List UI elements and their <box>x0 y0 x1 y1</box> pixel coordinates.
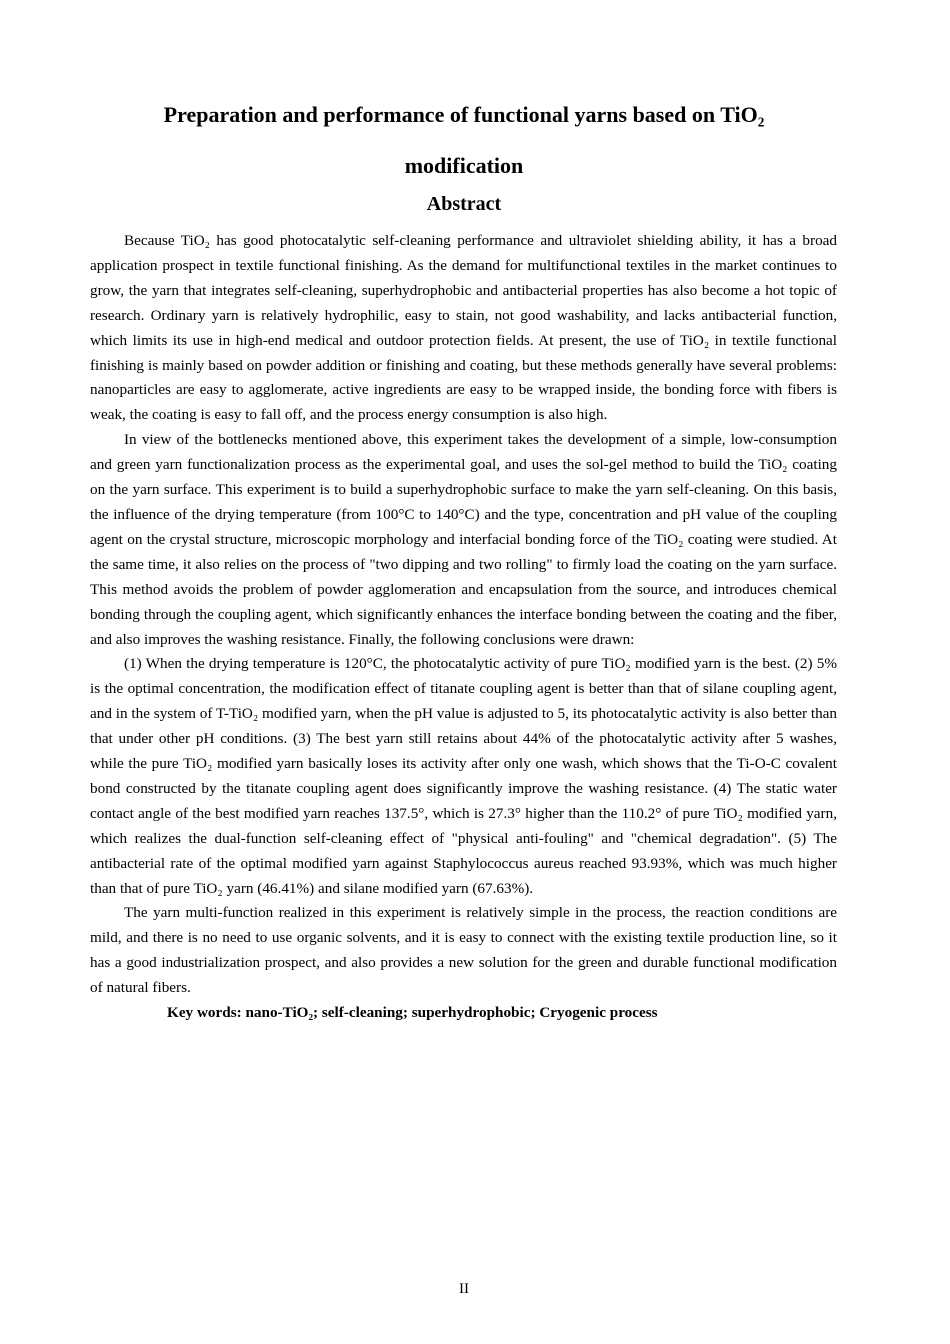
abstract-paragraph-3: (1) When the drying temperature is 120°C, the photocatalytic activity of pure TiO₂ modified yarn is the best. (2) 5% is the optimal concentration, the modification effect of titanate coupling agent is better than that of silane coupling agent, and in the system of T-TiO₂ modified yarn, when the pH value is adjusted to 5, its photocatalytic activity is also better than that under other pH conditions. (3) The best yarn still retains about 44% of the photocatalytic activity after 5 washes, while the pure TiO₂ modified yarn basically loses its activity after only one wash, which shows that the Ti-O-C covalent bond constructed by the titanate coupling agent does significantly improve the washing resistance. (4) The static water contact angle of the best modified yarn reaches 137.5°, which is 27.3° higher than the 110.2° of pure TiO₂ modified yarn, which realizes the dual-function self-cleaning effect of "physical anti-fouling" and "chemical degradation". (5) The antibacterial rate of the optimal modified yarn against Staphylococcus aureus reached 93.93%, which was much higher than that of pure TiO₂ yarn (46.41%) and silane modified yarn (67.63%). <box>90 655 837 897</box>
abstract-paragraph-1: Because TiO₂ has good photocatalytic self-cleaning performance and ultraviolet shielding ability, it has a broad application prospect in textile functional finishing. As the demand for multifunctional textiles in the market continues to grow, the yarn that integrates self-cleaning, superhydrophobic and antibacterial properties has also become a hot topic of research. Ordinary yarn is relatively hydrophilic, easy to stain, not good washability, and lacks antibacterial function, which limits its use in high-end medical and outdoor protection fields. At present, the use of TiO₂ in textile functional finishing is mainly based on powder addition or finishing and coating, but these methods generally have several problems: nanoparticles are easy to agglomerate, active ingredients are easy to be wrapped inside, the bonding force with fibers is weak, the coating is easy to fall off, and the process energy consumption is also high. <box>90 232 837 424</box>
paper-title-line-2: modification <box>404 153 524 178</box>
abstract-heading: Abstract <box>426 193 502 215</box>
keywords: Key words: nano-TiO₂; self-cleaning; superhydrophobic; Cryogenic process <box>167 1004 658 1022</box>
abstract-paragraph-2: In view of the bottlenecks mentioned above, this experiment takes the development of a simple, low-consumption and green yarn functionalization process as the experimental goal, and uses the sol-gel method to build the TiO₂ coating on the yarn surface. This experiment is to build a superhydrophobic surface to make the yarn self-cleaning. On this basis, the influence of the drying temperature (from 100°C to 140°C) and the type, concentration and pH value of the coupling agent on the crystal structure, microscopic morphology and interfacial bonding force of the TiO₂ coating were studied. At the same time, it also relies on the process of "two dipping and two rolling" to firmly load the coating on the yarn surface. This method avoids the problem of powder agglomeration and encapsulation from the source, and introduces chemical bonding through the coupling agent, which significantly enhances the interface bonding between the coating and the fiber, and also improves the washing resistance. Finally, the following conclusions were drawn: <box>90 431 837 648</box>
abstract-paragraph-4: The yarn multi-function realized in this experiment is relatively simple in the process, the reaction conditions are mild, and there is no need to use organic solvents, and it is easy to connect with the existing textile production line, so it has a good industrialization prospect, and also provides a new solution for the green and durable functional modification of natural fibers. <box>90 904 837 997</box>
page-number: II <box>459 1281 469 1297</box>
abstract-body <box>90 229 837 1026</box>
paper-title-line-1: Preparation and performance of functional yarns based on TiO₂ <box>163 102 765 127</box>
